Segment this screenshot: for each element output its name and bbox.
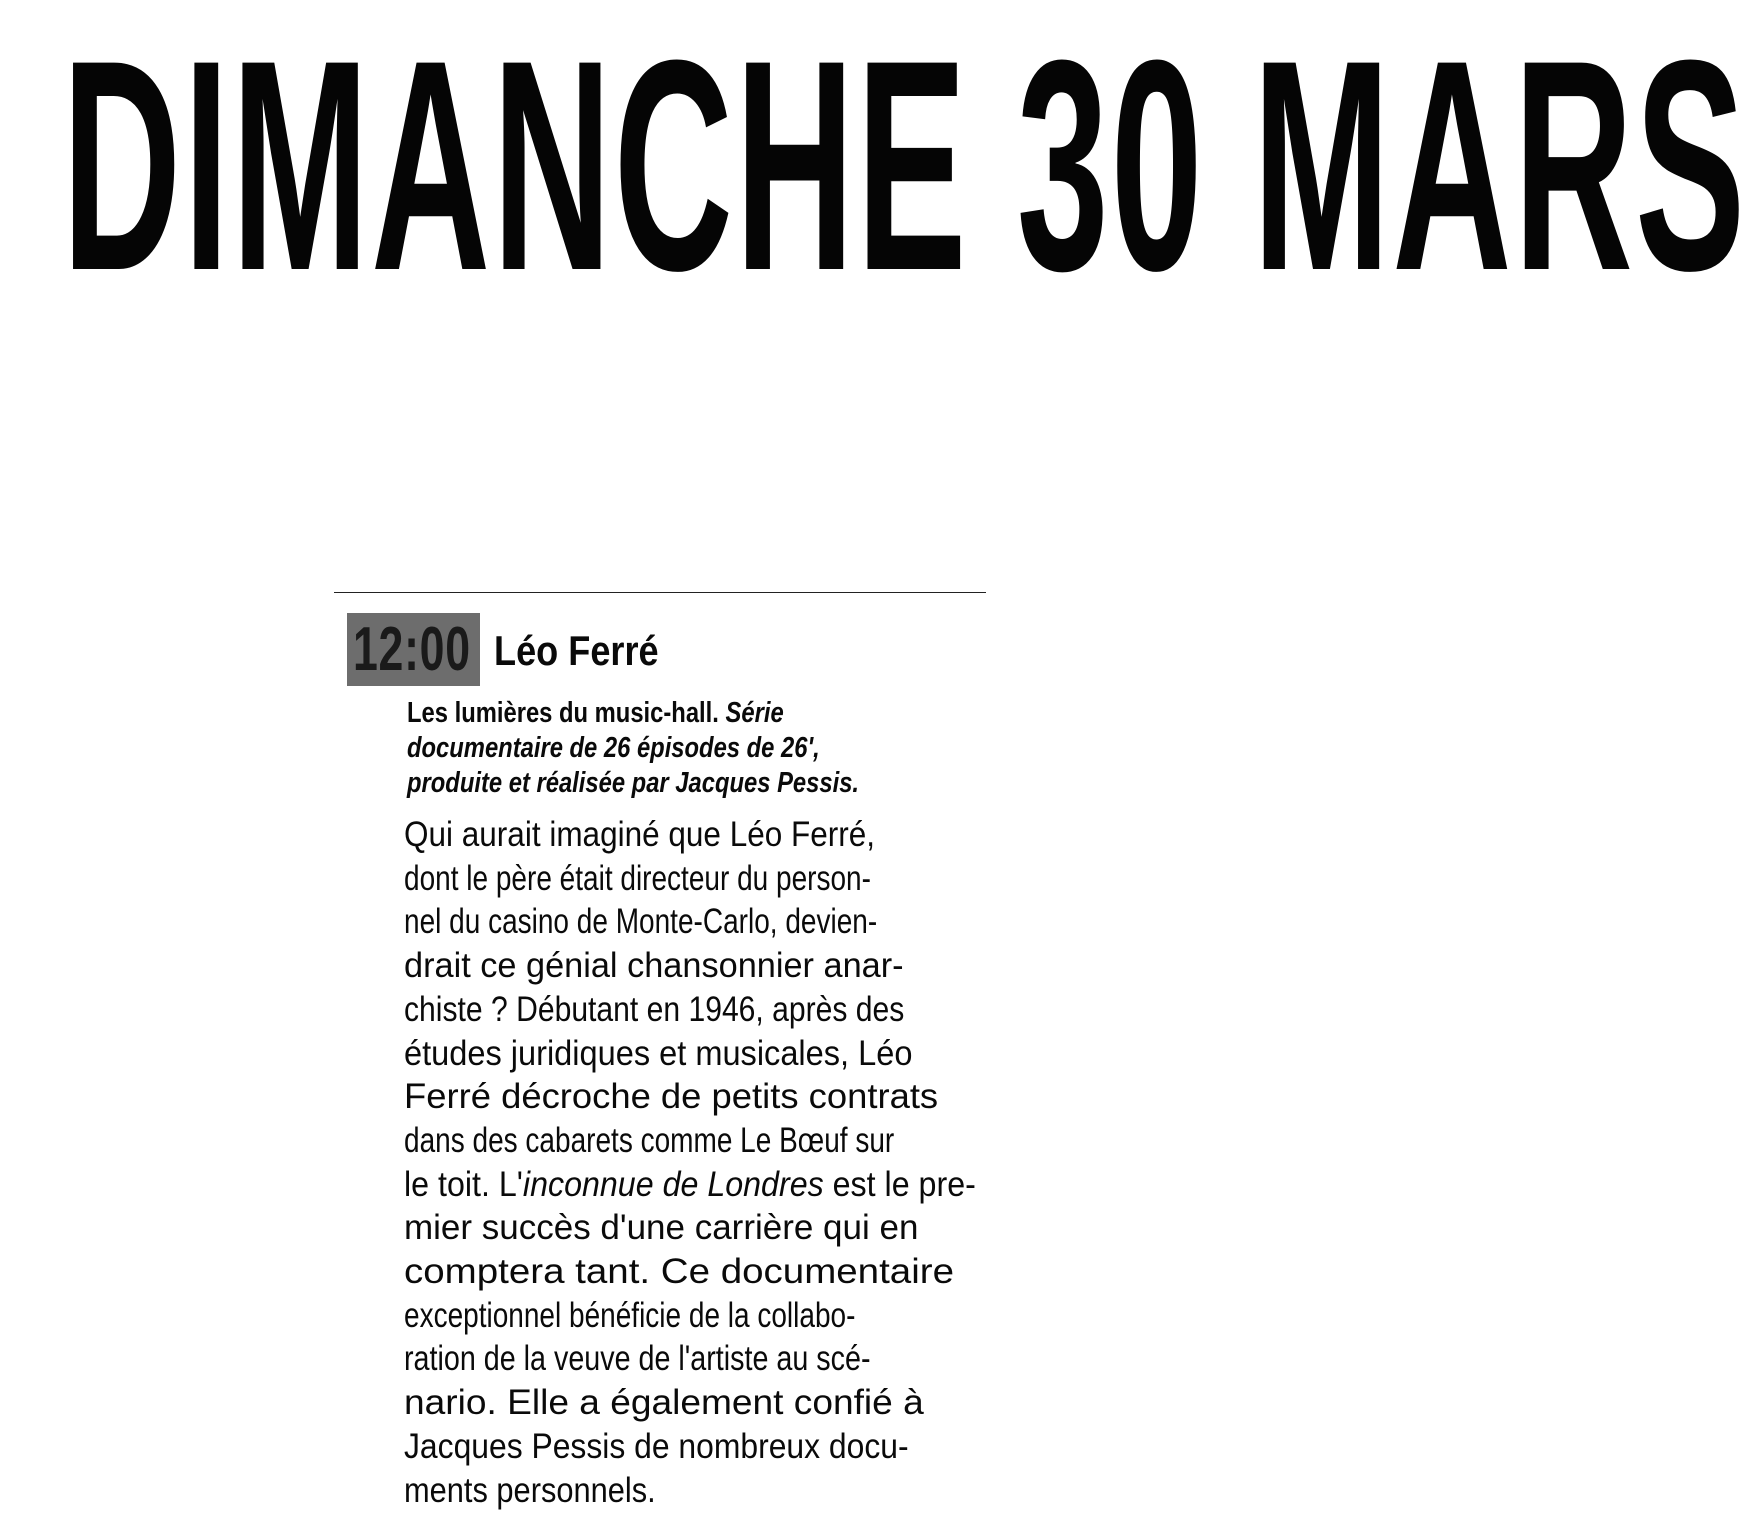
program-subtitle [407,696,965,801]
description-line: chiste ? Débutant en 1946, après des [404,989,905,1029]
program-description [404,813,1026,1512]
description-line: Ferré décroche de petits contrats [404,1077,939,1117]
description-line: dont le père était directeur du person- [404,858,871,898]
description-line: Qui aurait imaginé que Léo Ferré, [404,815,876,854]
program-title: Léo Ferré [494,627,659,674]
section-divider [334,592,986,593]
description-line: études juridiques et musicales, Léo [404,1033,913,1073]
page-headline: DIMANCHE 30 MARS [62,0,1747,333]
song-title: inconnue de Londres [522,1164,824,1204]
description-fragment: est le pre- [823,1164,976,1204]
description-line: drait ce génial chansonnier anar- [404,946,904,986]
time-badge-label: 12:00 [353,615,471,684]
subtitle-line-3: produite et réalisée par Jacques Pessis. [407,767,860,799]
description-line: ments personnels. [404,1470,656,1510]
description-line: nario. Elle a également confié à [404,1383,924,1423]
description-line: dans des cabarets comme Le Bœuf sur [404,1120,895,1160]
description-line: comptera tant. Ce documentaire [404,1252,954,1292]
description-line: ration de la veuve de l'artiste au scé- [404,1339,871,1379]
description-fragment: le toit. L' [404,1164,523,1204]
subtitle-italic-start: Série [725,697,784,729]
description-line: nel du casino de Monte-Carlo, devien- [404,902,878,942]
subtitle-show-name: Les lumières du music-hall. [407,697,726,729]
subtitle-line-2: documentaire de 26 épisodes de 26', [407,732,820,764]
description-line: Jacques Pessis de nombreux docu- [404,1426,909,1466]
subtitle-line-1 [407,696,965,731]
description-line: exceptionnel bénéficie de la collabo- [404,1295,856,1335]
time-badge [347,613,480,686]
description-line [404,1163,976,1207]
description-line: mier succès d'une carrière qui en [404,1208,919,1248]
